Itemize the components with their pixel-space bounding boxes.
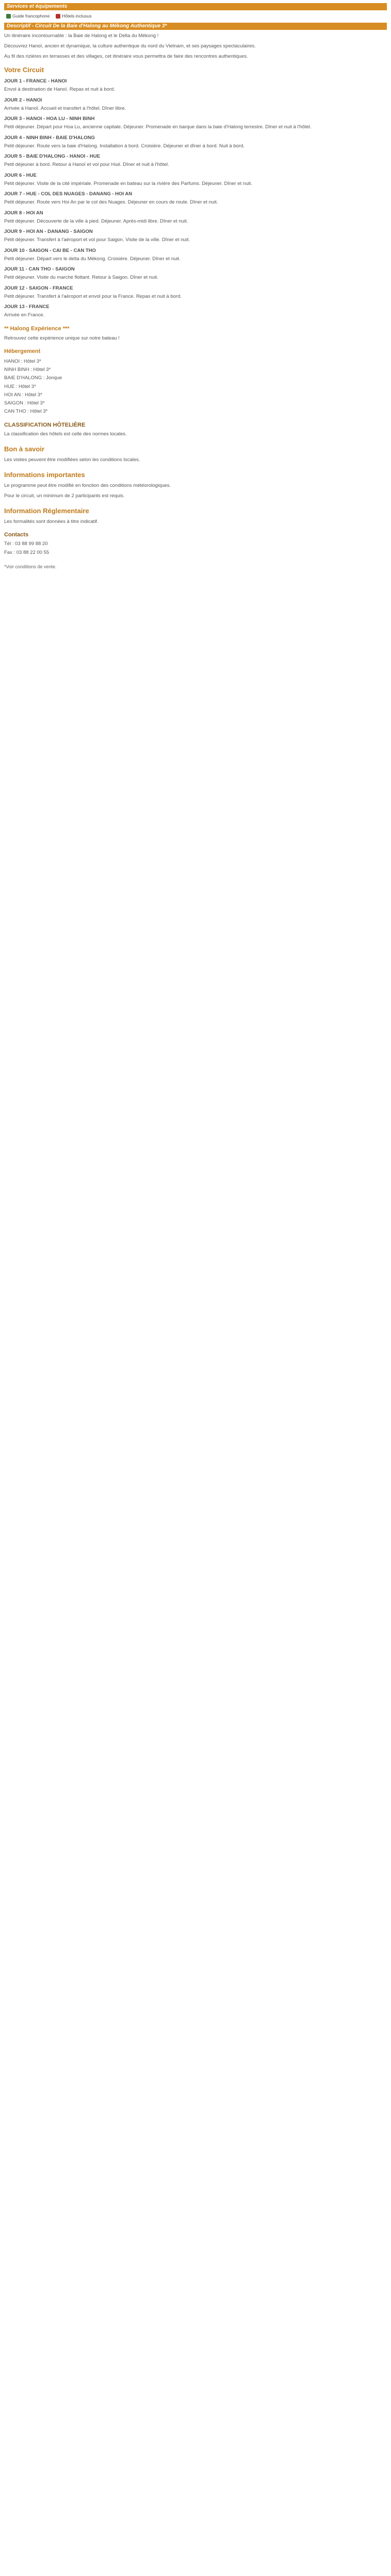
guide-icon <box>6 14 11 19</box>
contact-line: Tél : 03 88 99 88 20 <box>4 541 48 547</box>
legend-hotels-text: Hôtels inclusus <box>62 13 92 19</box>
day-label: JOUR 3 - HANOI - HOA LU - NINH BINH <box>4 116 95 122</box>
day-label: JOUR 8 - HOI AN <box>4 210 43 216</box>
classification-title: CLASSIFICATION HÔTELIÈRE <box>4 421 86 428</box>
day-label: JOUR 13 - FRANCE <box>4 304 50 310</box>
hotel-line: HOI AN : Hôtel 3* <box>4 392 42 398</box>
legend-guide-text: Guide francophone <box>12 13 50 19</box>
good-to-know-text: Les visites peuvent être modifiées selon les conditions locales. <box>4 456 140 463</box>
day-label: JOUR 11 - CAN THO - SAIGON <box>4 266 75 272</box>
day-text: Envol à destination de Hanoï. Repas et nuit à bord. <box>4 87 115 93</box>
day-label: JOUR 4 - NINH BINH - BAIE D'HALONG <box>4 134 95 141</box>
regulation-text: Les formalités sont données à titre indicatif. <box>4 518 99 524</box>
classification-text: La classification des hôtels est celle des normes locales. <box>4 431 127 437</box>
days-list <box>4 78 387 319</box>
legend <box>6 13 387 20</box>
day-text: Petit déjeuner. Départ pour Hoa Lu, ancienne capitale. Déjeuner. Promenade en barque dans la baie d'Halong terrestre. Dîner et nuit à l'hôtel. <box>4 124 312 130</box>
day-label: JOUR 1 - FRANCE - HANOI <box>4 78 67 84</box>
hotels-list <box>4 358 387 416</box>
info-title: Informations importantes <box>4 471 85 479</box>
day-label: JOUR 5 - BAIE D'HALONG - HANOI - HUE <box>4 154 100 159</box>
day-text: Petit déjeuner. Transfert à l'aéroport et envol pour la France. Repas et nuit à bord. <box>4 293 182 299</box>
day-label: JOUR 7 - HUE - COL DES NUAGES - DANANG - HOI AN <box>4 191 133 197</box>
contact-line: Fax : 03 88 22 00 55 <box>4 549 50 555</box>
hotel-line: HUE : Hôtel 3* <box>4 383 36 389</box>
legend-hotels <box>56 13 91 20</box>
hotel-line: HANOI : Hôtel 3* <box>4 358 41 364</box>
day-text: Petit déjeuner. Départ vers le delta du Mékong. Croisière. Déjeuner. Dîner et nuit. <box>4 256 181 262</box>
hotel-icon <box>56 14 60 19</box>
hotels-title: Hébergement <box>4 348 41 355</box>
day-text: Petit déjeuner. Route vers la baie d'Halong. Installation à bord. Croisière. Déjeuner et dîner à bord. Nuit à bord. <box>4 143 245 149</box>
hotel-line: BAIE D'HALONG : Jonque <box>4 375 62 381</box>
day-text: Arrivée en France. <box>4 312 45 318</box>
day-text: Petit déjeuner. Transfert à l'aéroport et vol pour Saigon. Visite de la ville. Dîner et nuit. <box>4 237 190 243</box>
hotel-line: NINH BINH : Hôtel 3* <box>4 367 51 372</box>
day-label: JOUR 9 - HOI AN - DANANG - SAIGON <box>4 229 93 234</box>
hotel-line: CAN THO : Hôtel 3* <box>4 409 48 415</box>
good-to-know-title: Bon à savoir <box>4 445 45 453</box>
day-label: JOUR 6 - HUE <box>4 172 37 178</box>
section-bar-services: Services et équipements <box>4 3 387 10</box>
footer-note: *Voir conditions de vente. <box>4 564 57 569</box>
info-paragraph: Le programme peut être modifié en fonction des conditions météorologiques. <box>4 482 171 488</box>
day-text: Petit déjeuner. Visite du marché flottant. Retour à Saigon. Dîner et nuit. <box>4 275 158 281</box>
day-label: JOUR 10 - SAIGON - CAI BE - CAN THO <box>4 247 96 253</box>
day-text: Petit déjeuner. Visite de la cité impériale. Promenade en bateau sur la rivière des Parfums. Déjeuner. Dîner et nuit. <box>4 180 252 187</box>
hotel-line: SAIGON : Hôtel 3* <box>4 400 45 406</box>
intro-paragraph: Au fil des rizières en terrasses et des villages, cet itinéraire vous permettra de faire des rencontres authentiques. <box>4 54 248 60</box>
day-text: Petit déjeuner. Découverte de la ville à pied. Déjeuner. Après-midi libre. Dîner et nuit. <box>4 218 188 224</box>
contacts-title: Contacts <box>4 531 29 538</box>
day-label: JOUR 12 - SAIGON - FRANCE <box>4 285 73 291</box>
info-paragraph: Pour le circuit, un minimum de 2 participants est requis. <box>4 493 125 499</box>
program-title: Votre Circuit <box>4 65 44 74</box>
intro <box>4 32 387 61</box>
day-text: Arrivée à Hanoï. Accueil et transfert à l'hôtel. Dîner libre. <box>4 105 126 111</box>
regulation-title: Information Réglementaire <box>4 507 89 515</box>
halong-text: Retrouvez cette expérience unique sur notre bateau ! <box>4 335 120 341</box>
day-label: JOUR 2 - HANOI <box>4 97 42 103</box>
day-text: Petit déjeuner à bord. Retour à Hanoï et vol pour Hué. Dîner et nuit à l'hôtel. <box>4 162 169 168</box>
intro-paragraph: Un itinéraire incontournable : la Baie de Halong et le Delta du Mékong ! <box>4 32 159 39</box>
legend-guide <box>6 13 50 20</box>
day-text: Petit déjeuner. Route vers Hoi An par le col des Nuages. Déjeuner en cours de route. Dîner et nuit. <box>4 199 218 206</box>
intro-paragraph: Découvrez Hanoï, ancien et dynamique, la culture authentique du nord du Vietnam, et ses paysages spectaculaires. <box>4 43 256 49</box>
descriptive-bar: Descriptif - Circuit De la Baie d'Halong au Mékong Authentique 3* <box>4 23 387 30</box>
halong-title: ** Halong Expérience *** <box>4 325 70 332</box>
